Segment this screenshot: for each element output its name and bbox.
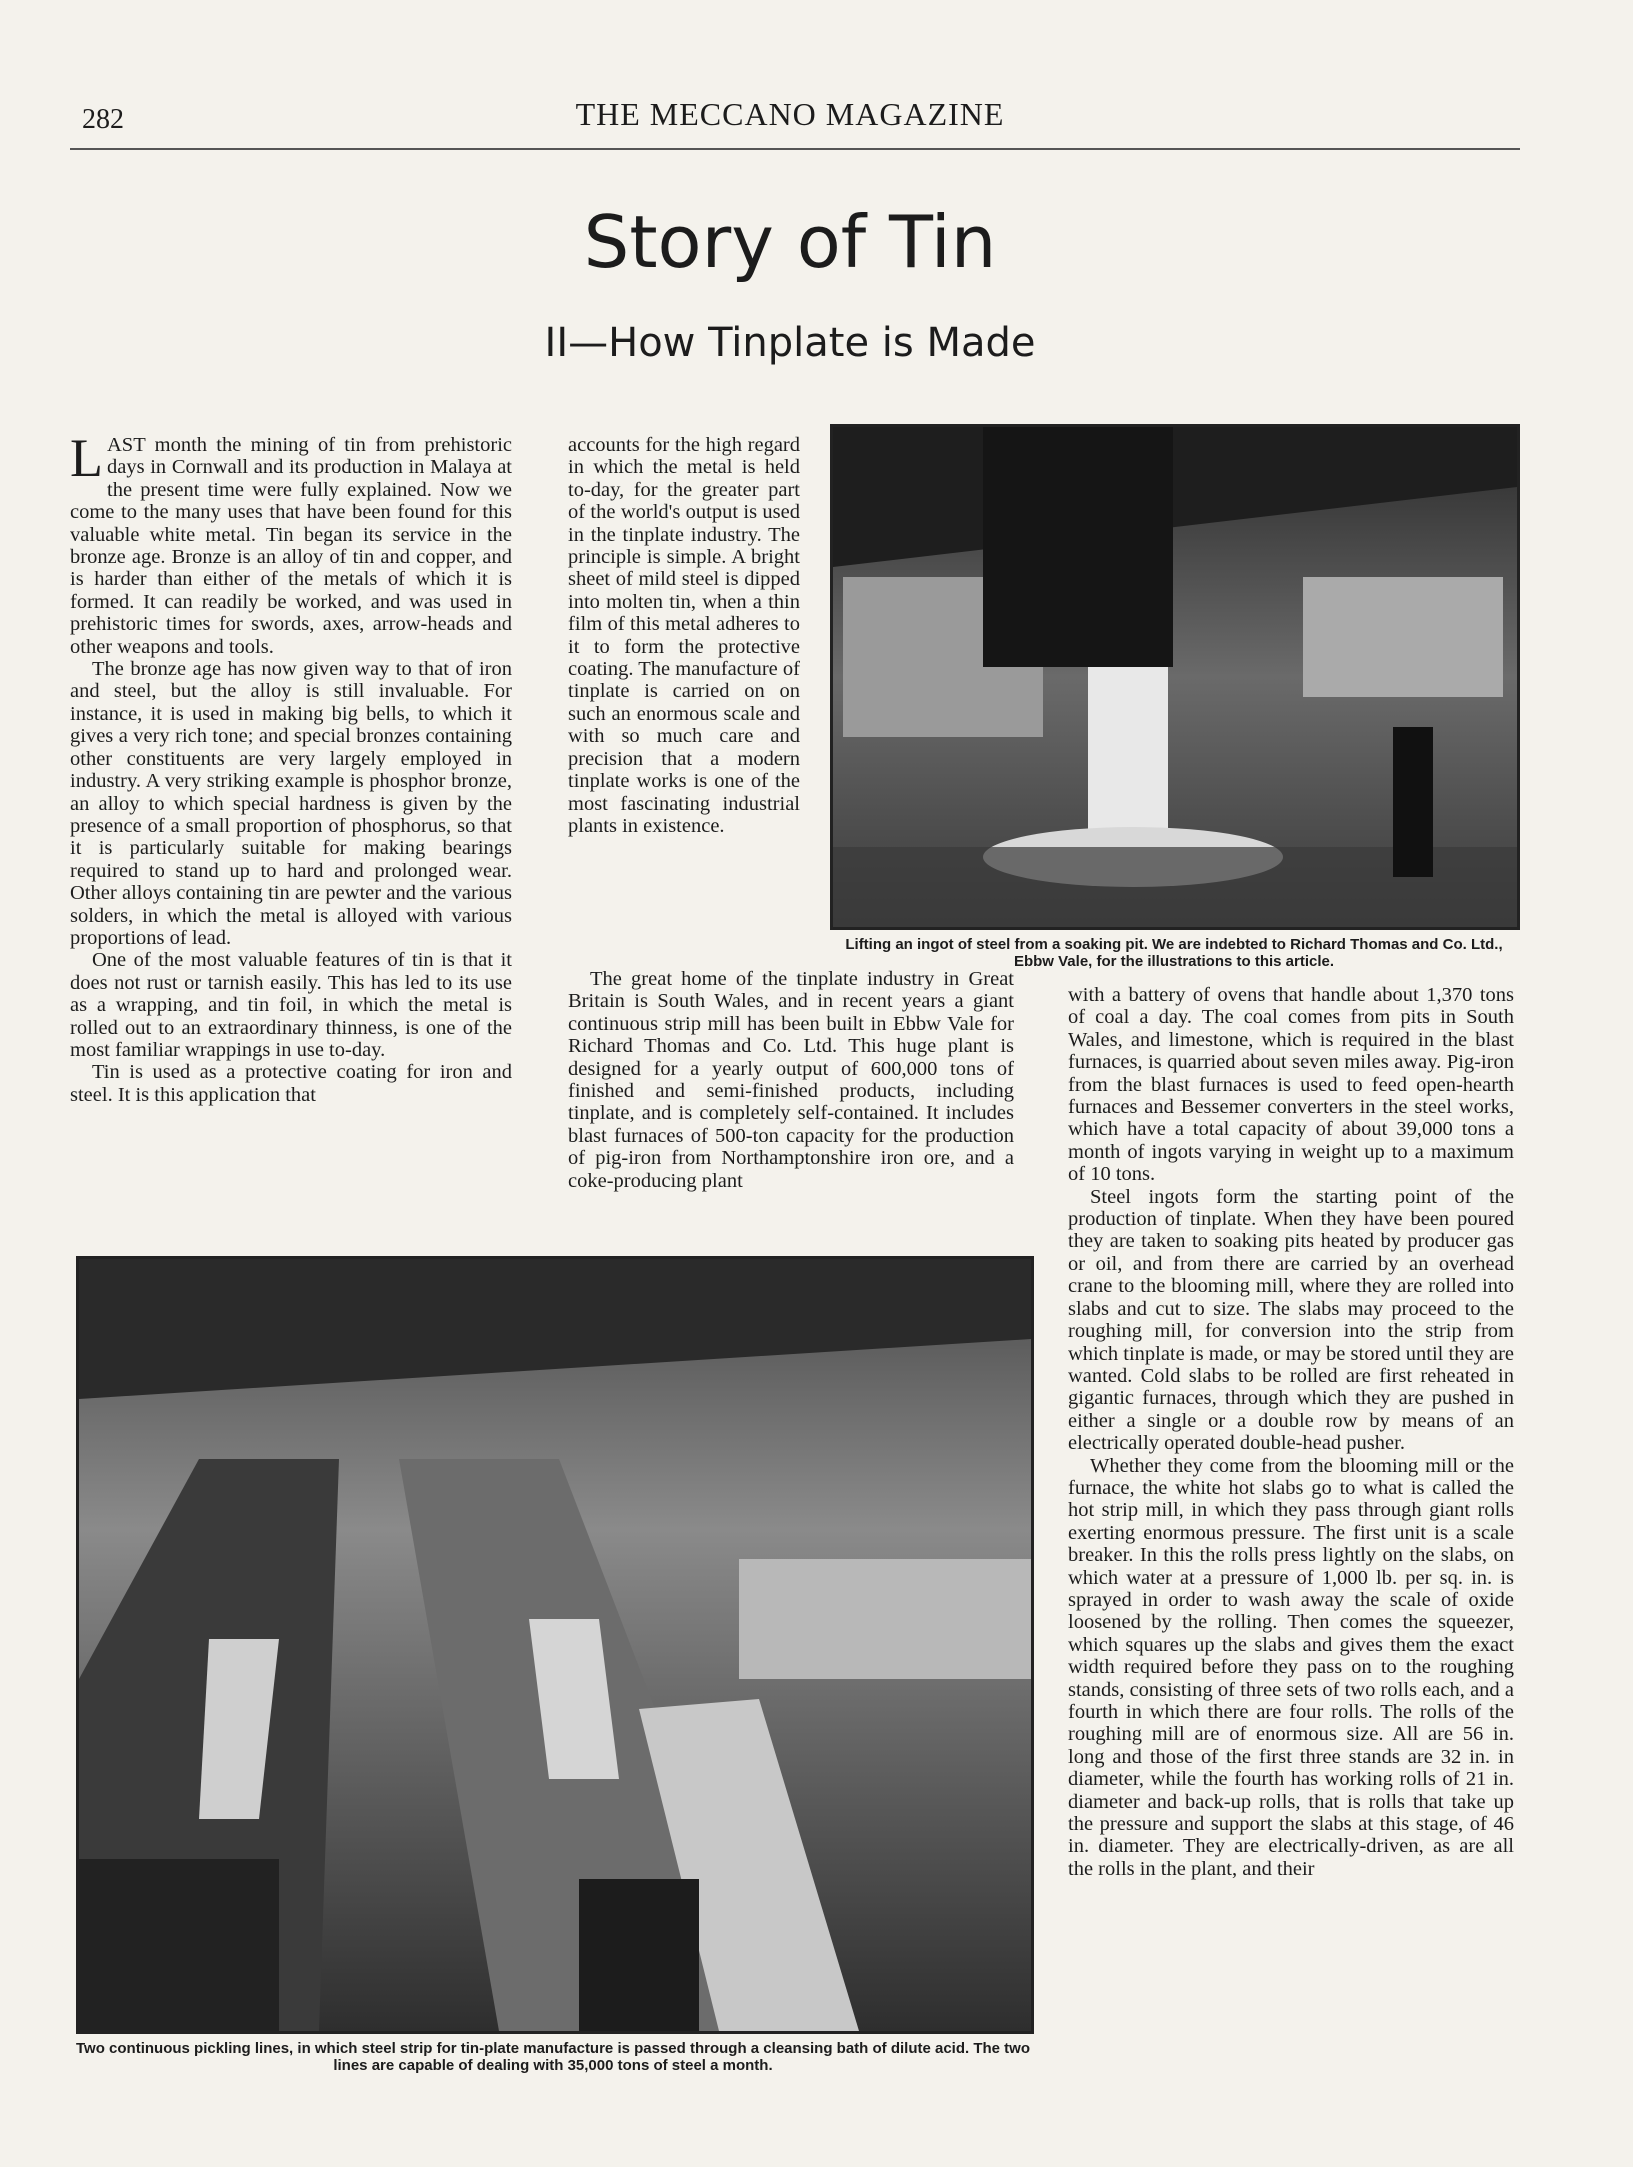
- paragraph: Whether they come from the blooming mill or the furnace, the white hot slabs go to what is called the hot strip mill, in which they pass through giant rolls exerting enormous pressure. The first unit is a scale breaker. In this the rolls press lightly on the slabs, on which water at a pressure of 1,000 lb. per sq. in. is sprayed in order to wash away the scale of oxide loosened by the rolling. Then comes the squeezer, which squares up the slabs and gives them the exact width required before they pass on to the roughing stands, consisting of three sets of two rolls each, and a fourth in which there are four rolls. The rolls of the roughing mill are of enormous size. All are 56 in. long and those of the first three stands are 32 in. in diameter, while the fourth has working rolls of 21 in. diameter and back-up rolls, that is rolls that take up the pressure and support the slabs at this stage, of 46 in. diameter. They are electrically-driven, as are all the rolls in the plant, and their: [1068, 1454, 1514, 1880]
- paragraph: The bronze age has now given way to that of iron and steel, but the alloy is still invaluable. For instance, it is used in making big bells, to which it gives a very rich tone; and special bronzes containing other constituents are very largely employed in industry. A very striking example is phosphor bronze, an alloy to which special hardness is given by the presence of a small proportion of phosphorus, so that it is particularly suitable for making bearings required to stand up to hard and prolonged wear. Other alloys containing tin are pewter and the various solders, in which the metal is alloyed with various proportions of lead.: [70, 658, 512, 949]
- paragraph-text: AST month the mining of tin from prehistoric days in Cornwall and its production in Malaya at the present time were fully explained. Now we come to the many uses that have been found for this valuable white metal. Tin began its service in the bronze age. Bronze is an alloy of tin and copper, and is harder than either of the metals of which it is formed. It can readily be worked, and was used in prehistoric times for swords, axes, arrow-heads and other weapons and tools.: [70, 434, 512, 658]
- paragraph: Tin is used as a protective coating for iron and steel. It is this application that: [70, 1061, 512, 1106]
- article-column-2-upper: [568, 434, 800, 837]
- pickling-photo-illustration: [79, 1259, 1031, 2031]
- drop-cap: L: [70, 428, 103, 488]
- article-column-3: [1068, 984, 1514, 1880]
- paragraph: accounts for the high regard in which the metal is held to-day, for the greater part of the world's output is used in the tinplate industry. The principle is simple. A bright sheet of mild steel is dipped into molten tin, when a thin film of this metal adheres to it to form the protective coating. The manufacture of tinplate is carried on on such an enormous scale and with so much care and precision that a modern tinplate works is one of the most fascinating industrial plants in existence.: [568, 434, 800, 837]
- paragraph: One of the most valuable features of tin is that it does not rust or tarnish easily. This has led to its use as a wrapping, and tin foil, in which the metal is rolled out to an extraordinary thinness, is one of the most familiar wrappings in use to-day.: [70, 949, 512, 1061]
- page-number: 282: [82, 104, 124, 135]
- header-rule: [70, 148, 1520, 150]
- ingot-soaking-pit-photo: [830, 424, 1520, 930]
- pickling-lines-photo: [76, 1256, 1034, 2034]
- article-column-1: [70, 428, 512, 1106]
- paragraph: The great home of the tinplate industry in Great Britain is South Wales, and in recent years a giant continuous strip mill has been built in Ebbw Vale for Richard Thomas and Co. Ltd. This huge plant is designed for a yearly output of 600,000 tons of finished and semi-finished products, including tinplate, and is completely self-contained. It includes blast furnaces of 500-ton capacity for the production of pig-iron from Northamptonshire iron ore, and a coke-producing plant: [568, 968, 1014, 1192]
- article-column-2-lower: [568, 968, 1014, 1192]
- photo-caption-top: Lifting an ingot of steel from a soaking pit. We are indebted to Richard Thomas and Co. Ltd., Ebbw Vale, for the illustrations to this article.: [845, 936, 1503, 970]
- photo-caption-bottom: Two continuous pickling lines, in which steel strip for tin-plate manufacture is passed through a cleansing bath of dilute acid. The two lines are capable of dealing with 35,000 tons of steel a month.: [76, 2040, 1030, 2074]
- article-title: Story of Tin: [583, 200, 997, 284]
- article-subtitle: II—How Tinplate is Made: [544, 320, 1036, 366]
- paragraph: [70, 428, 512, 658]
- ingot-photo-illustration: [833, 427, 1517, 927]
- paragraph: Steel ingots form the starting point of the production of tinplate. When they have been poured they are taken to soaking pits heated by producer gas or oil, and from there are carried by an overhead crane to the blooming mill, where they are rolled into slabs and cut to size. The slabs may proceed to the roughing mill, for conversion into the strip from which tinplate is made, or may be stored until they are wanted. Cold slabs to be rolled are first reheated in gigantic furnaces, through which they are pushed in either a single or a double row by means of an electrically operated double-head pusher.: [1068, 1185, 1514, 1455]
- magazine-title: THE MECCANO MAGAZINE: [575, 96, 1005, 132]
- paragraph: with a battery of ovens that handle about 1,370 tons of coal a day. The coal comes from pits in South Wales, and limestone, which is required in the blast furnaces, is quarried about seven miles away. Pig-iron from the blast furnaces is used to feed open-hearth furnaces and Bessemer converters in the steel works, which have a total capacity of about 39,000 tons a month of ingots varying in weight up to a maximum of 10 tons.: [1068, 984, 1514, 1186]
